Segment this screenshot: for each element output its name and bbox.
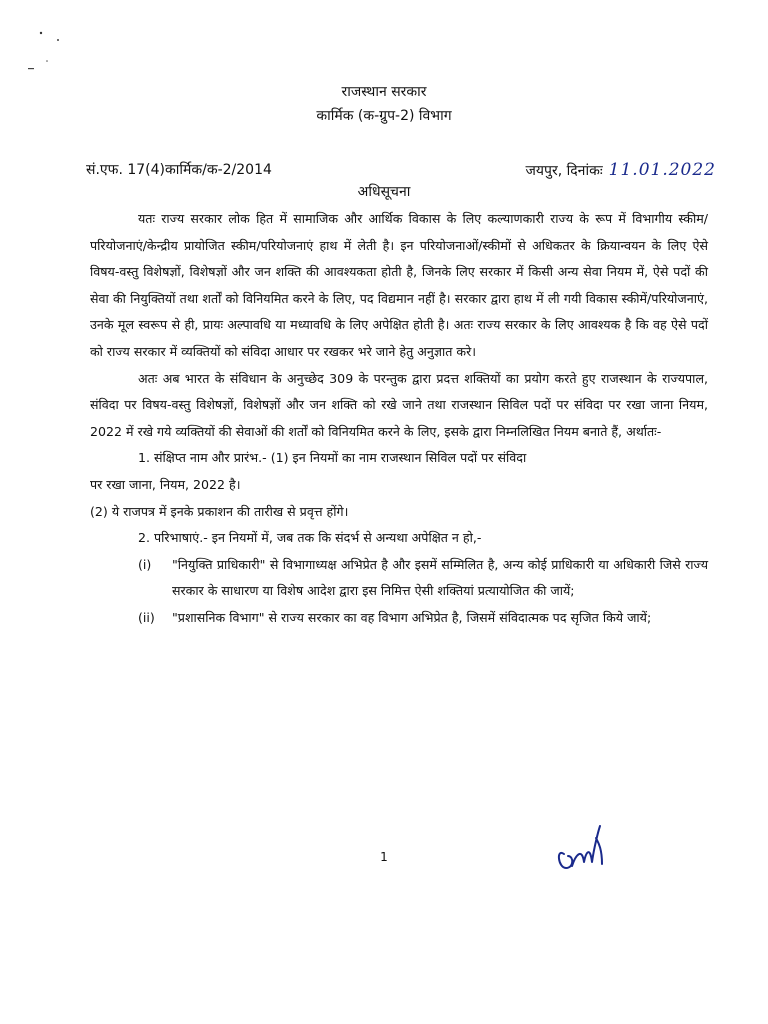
file-number: सं.एफ. 17(4)कार्मिक/क-2/2014 bbox=[86, 162, 272, 178]
clause-text: "प्रशासनिक विभाग" से राज्य सरकार का वह विभाग अभिप्रेत है, जिसमें संविदात्मक पद सृजित किये जायें; bbox=[172, 609, 652, 625]
clause-text: "नियुक्ति प्राधिकारी" से विभागाध्यक्ष अभिप्रेत है और इसमें सम्मिलित है, अन्य कोई प्राधिकारी या अधिकारी जिसे राज्य सरकार के साधारण या विशेष आदेश द्वारा इस निमित्त ऐसी शक्तियां प्रत्यायोजित की जायें; bbox=[172, 556, 708, 599]
clause-number: (ii) bbox=[138, 609, 155, 625]
rule-1-continuation: पर रखा जाना, नियम, 2022 है। bbox=[90, 476, 241, 492]
government-name: राजस्थान सरकार bbox=[341, 84, 427, 100]
notification-body bbox=[90, 206, 708, 632]
rule-1-subrule-2: (2) ये राजपत्र में इनके प्रकाशन की तारीख से प्रवृत्त होंगे। bbox=[90, 503, 349, 519]
preamble-paragraph: यतः राज्य सरकार लोक हित में सामाजिक और आर्थिक विकास के लिए कल्याणकारी राज्य के रूप में विभागीय स्कीम/परियोजनाएं/केन्द्रीय प्रायोजित स्कीम/परियोजनाएं हाथ में लेती है। इन परियोजनाओं/स्कीमों से अधिकतर के क्रियान्वयन के लिए ऐसे विषय-वस्तु विशेषज्ञों, विशेषज्ञों और जन शक्ति की आवश्यकता होती है, जिनके लिए सरकार में किसी अन्य सेवा नियम में, ऐसे पदों की सेवा की नियुक्तियों तथा शर्तों को विनियमित करने के लिए, पद विद्यमान नहीं है। सरकार द्वारा हाथ में ली गयी विकास स्कीमें/परियोजनाएं, उनके मूल स्वरूप से ही, प्रायः अल्पावधि या मध्यावधि के लिए अपेक्षित होती है। अतः राज्य सरकार के लिए आवश्यक है कि वह ऐसे पदों को राज्य सरकार में व्यक्तियों को संविदा आधार पर रखकर भरे जाने हेतु अनुज्ञात करे। bbox=[90, 211, 708, 359]
place-date-label: जयपुर, दिनांकः bbox=[525, 163, 603, 179]
notification-title: अधिसूचना bbox=[357, 184, 411, 200]
signature-image bbox=[552, 818, 622, 878]
document-header bbox=[0, 80, 768, 128]
place-date bbox=[526, 160, 716, 180]
enacting-paragraph: अतः अब भारत के संविधान के अनुच्छेद 309 के परन्तुक द्वारा प्रदत्त शक्तियों का प्रयोग करते हुए राजस्थान के राज्यपाल, संविदा पर विषय-वस्तु विशेषज्ञों, विशेषज्ञों और जन शक्ति को रखे जाने तथा राजस्थान सिविल पदों पर संविदा पर रखा जाना नियम, 2022 में रखे गये व्यक्तियों की सेवाओं की शर्तों को विनियमित करने के लिए, इसके द्वारा निम्नलिखित नियम बनाते हैं, अर्थातः- bbox=[90, 370, 708, 439]
definition-clause bbox=[90, 552, 708, 605]
scan-specks bbox=[0, 0, 120, 80]
department-name: कार्मिक (क-ग्रुप-2) विभाग bbox=[316, 108, 452, 124]
definition-clause bbox=[90, 605, 708, 632]
rule-2-heading: 2. परिभाषाएं.- इन नियमों में, जब तक कि संदर्भ से अन्यथा अपेक्षित न हो,- bbox=[138, 530, 482, 546]
rule-1-heading: 1. संक्षिप्त नाम और प्रारंभ.- (1) इन नियमों का नाम राजस्थान सिविल पदों पर संविदा bbox=[138, 450, 527, 466]
clause-number: (i) bbox=[138, 556, 152, 572]
page-number: 1 bbox=[380, 850, 388, 864]
reference-row bbox=[86, 160, 716, 184]
handwritten-date: 11.01.2022 bbox=[608, 160, 716, 180]
